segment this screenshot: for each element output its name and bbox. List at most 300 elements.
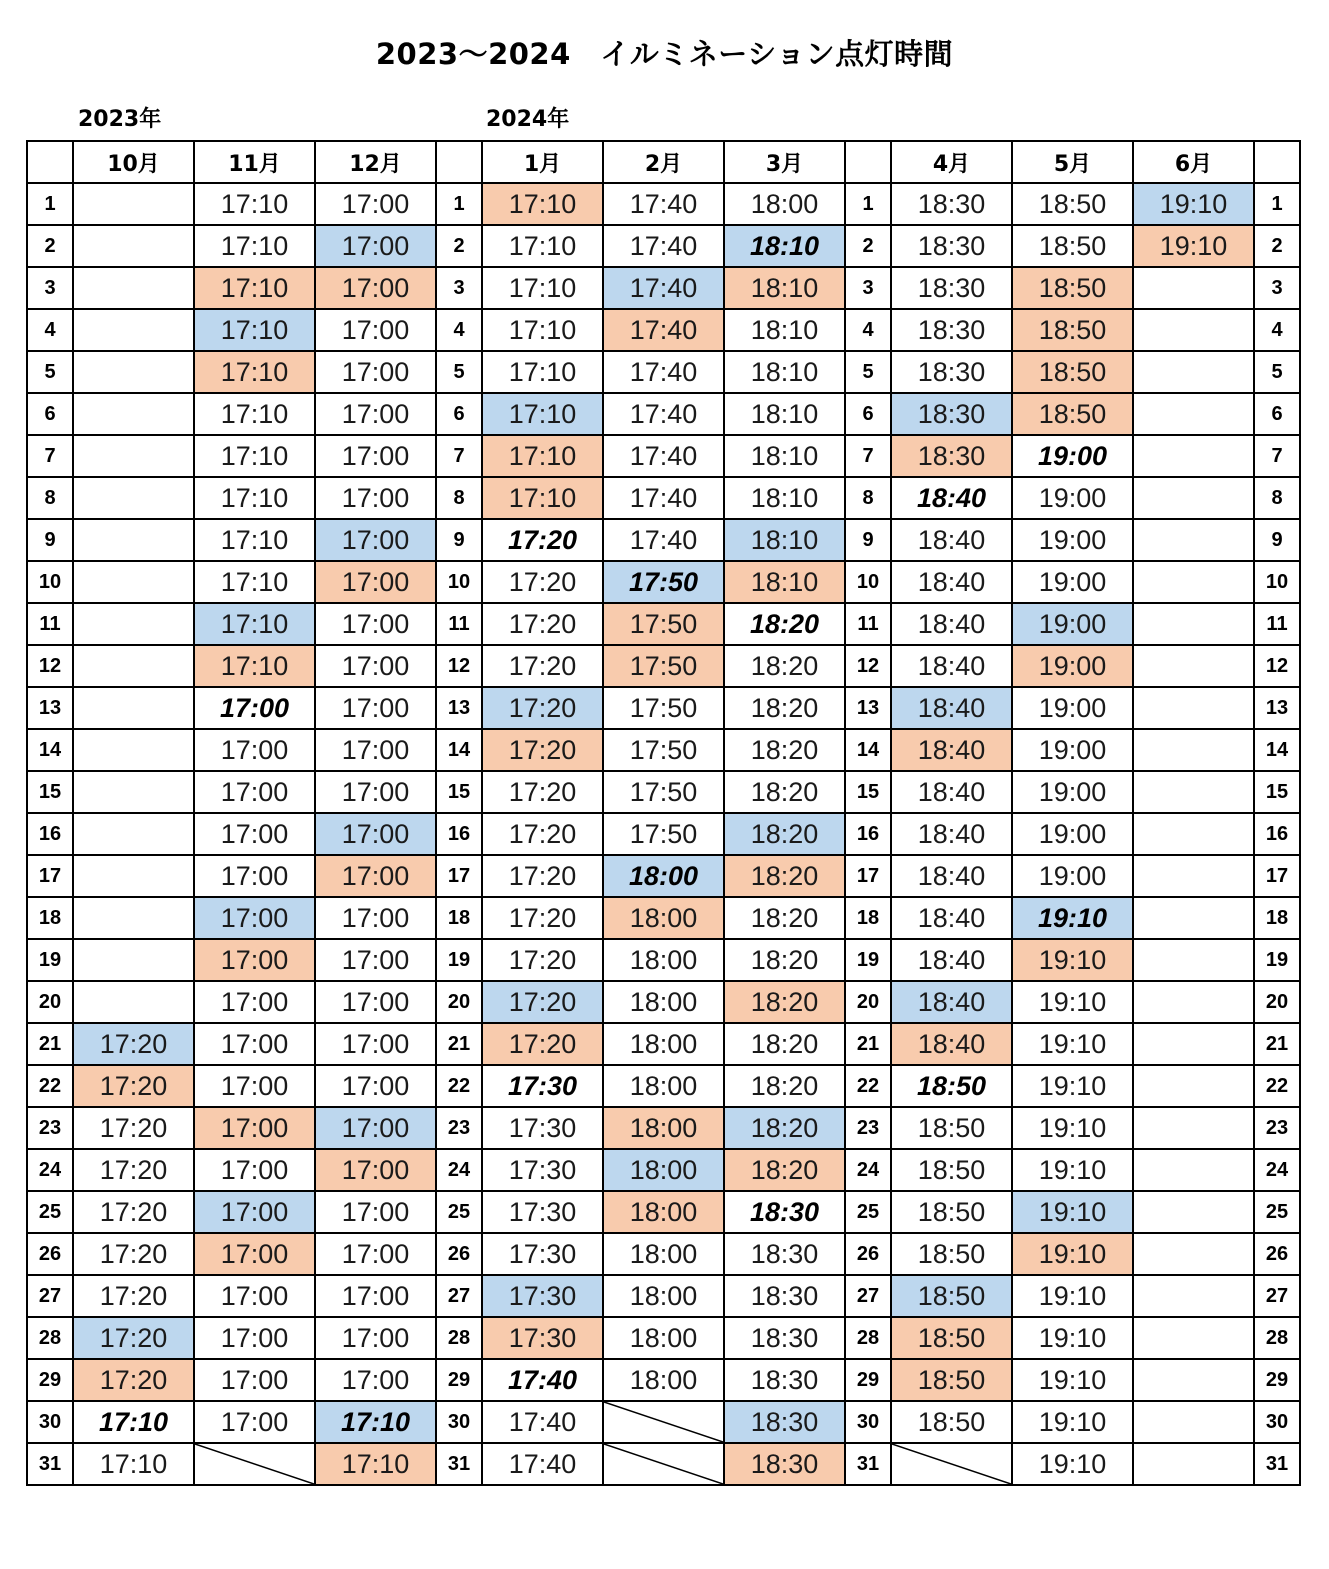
time-cell: 17:30 xyxy=(482,1149,603,1191)
day-number: 28 xyxy=(27,1317,73,1359)
time-cell: 17:00 xyxy=(315,939,436,981)
time-cell: 17:40 xyxy=(603,393,724,435)
time-cell: 18:50 xyxy=(1012,309,1133,351)
year-label-2023: 2023年 xyxy=(78,107,162,132)
day-number: 24 xyxy=(1254,1149,1300,1191)
month-header: 5月 xyxy=(1012,141,1133,183)
time-cell: 17:00 xyxy=(315,1317,436,1359)
time-cell: 17:00 xyxy=(315,1191,436,1233)
time-cell: 19:10 xyxy=(1012,1149,1133,1191)
time-cell: 18:20 xyxy=(724,729,845,771)
time-cell: 18:50 xyxy=(891,1065,1012,1107)
day-number: 6 xyxy=(1254,393,1300,435)
time-cell: 18:00 xyxy=(603,1023,724,1065)
time-cell: 17:00 xyxy=(315,645,436,687)
time-cell: 19:00 xyxy=(1012,603,1133,645)
month-header: 10月 xyxy=(73,141,194,183)
time-cell: 18:40 xyxy=(891,477,1012,519)
time-cell: 18:30 xyxy=(891,309,1012,351)
time-cell: 17:10 xyxy=(194,351,315,393)
month-header: 11月 xyxy=(194,141,315,183)
empty-cell xyxy=(73,771,194,813)
day-number: 23 xyxy=(27,1107,73,1149)
empty-cell xyxy=(1133,477,1254,519)
table-row xyxy=(27,1191,1300,1233)
day-number: 7 xyxy=(27,435,73,477)
time-cell: 18:30 xyxy=(724,1317,845,1359)
empty-cell xyxy=(1133,981,1254,1023)
day-number: 10 xyxy=(1254,561,1300,603)
table-row xyxy=(27,1107,1300,1149)
time-cell: 17:10 xyxy=(315,1443,436,1485)
time-cell: 18:30 xyxy=(724,1443,845,1485)
time-cell: 17:10 xyxy=(194,561,315,603)
time-cell: 19:00 xyxy=(1012,435,1133,477)
day-number: 25 xyxy=(1254,1191,1300,1233)
time-cell: 17:00 xyxy=(194,1107,315,1149)
empty-cell xyxy=(1133,1191,1254,1233)
time-cell: 17:40 xyxy=(603,435,724,477)
time-cell: 17:20 xyxy=(482,897,603,939)
day-number: 6 xyxy=(845,393,891,435)
time-cell: 17:10 xyxy=(482,309,603,351)
day-number: 29 xyxy=(27,1359,73,1401)
empty-cell xyxy=(1133,393,1254,435)
empty-cell xyxy=(1133,1443,1254,1485)
time-cell: 18:00 xyxy=(603,1065,724,1107)
day-number: 17 xyxy=(27,855,73,897)
day-number: 15 xyxy=(1254,771,1300,813)
empty-cell xyxy=(73,267,194,309)
day-number: 29 xyxy=(436,1359,482,1401)
empty-cell xyxy=(1133,1023,1254,1065)
time-cell: 18:50 xyxy=(891,1233,1012,1275)
empty-cell xyxy=(73,939,194,981)
day-number: 8 xyxy=(845,477,891,519)
time-cell: 17:50 xyxy=(603,645,724,687)
time-cell: 17:00 xyxy=(194,1275,315,1317)
time-cell: 17:00 xyxy=(194,939,315,981)
empty-cell xyxy=(1133,1359,1254,1401)
day-number: 7 xyxy=(845,435,891,477)
time-cell: 17:00 xyxy=(315,1359,436,1401)
time-cell: 17:00 xyxy=(315,1275,436,1317)
time-cell: 18:00 xyxy=(603,897,724,939)
day-number: 27 xyxy=(845,1275,891,1317)
time-cell: 17:10 xyxy=(194,225,315,267)
time-cell: 18:10 xyxy=(724,351,845,393)
table-row xyxy=(27,393,1300,435)
time-cell: 17:00 xyxy=(315,1023,436,1065)
time-cell: 17:00 xyxy=(315,981,436,1023)
day-number: 3 xyxy=(1254,267,1300,309)
day-number: 9 xyxy=(27,519,73,561)
month-header: 2月 xyxy=(603,141,724,183)
empty-cell xyxy=(1133,645,1254,687)
day-number: 3 xyxy=(845,267,891,309)
time-cell: 18:00 xyxy=(603,855,724,897)
day-number: 19 xyxy=(436,939,482,981)
day-number: 2 xyxy=(845,225,891,267)
empty-cell xyxy=(1133,1233,1254,1275)
time-cell: 17:00 xyxy=(315,477,436,519)
day-number: 17 xyxy=(845,855,891,897)
time-cell: 17:00 xyxy=(315,1107,436,1149)
table-row xyxy=(27,855,1300,897)
time-cell: 17:00 xyxy=(194,1023,315,1065)
day-number: 1 xyxy=(845,183,891,225)
empty-cell xyxy=(73,435,194,477)
month-header: 3月 xyxy=(724,141,845,183)
day-number: 14 xyxy=(27,729,73,771)
time-cell: 18:10 xyxy=(724,225,845,267)
time-cell: 17:20 xyxy=(73,1023,194,1065)
time-cell: 17:20 xyxy=(482,561,603,603)
time-cell: 18:20 xyxy=(724,687,845,729)
day-number: 15 xyxy=(27,771,73,813)
day-number: 30 xyxy=(1254,1401,1300,1443)
empty-cell xyxy=(1133,939,1254,981)
day-number: 19 xyxy=(1254,939,1300,981)
day-number: 28 xyxy=(1254,1317,1300,1359)
table-row xyxy=(27,1275,1300,1317)
day-number: 16 xyxy=(27,813,73,855)
time-cell: 19:00 xyxy=(1012,561,1133,603)
day-number: 22 xyxy=(27,1065,73,1107)
time-cell: 18:50 xyxy=(891,1275,1012,1317)
time-cell: 18:30 xyxy=(891,393,1012,435)
time-cell: 18:50 xyxy=(891,1401,1012,1443)
time-cell: 17:10 xyxy=(194,393,315,435)
time-cell: 18:50 xyxy=(891,1359,1012,1401)
time-cell: 17:30 xyxy=(482,1275,603,1317)
time-cell: 17:30 xyxy=(482,1317,603,1359)
day-number: 26 xyxy=(845,1233,891,1275)
time-cell: 17:20 xyxy=(482,855,603,897)
empty-cell xyxy=(1133,1149,1254,1191)
time-cell: 17:10 xyxy=(482,225,603,267)
time-cell: 18:20 xyxy=(724,771,845,813)
table-row xyxy=(27,1359,1300,1401)
time-cell: 17:10 xyxy=(194,309,315,351)
day-number: 3 xyxy=(27,267,73,309)
empty-cell xyxy=(73,687,194,729)
day-number: 28 xyxy=(436,1317,482,1359)
time-cell: 18:40 xyxy=(891,729,1012,771)
time-cell: 17:00 xyxy=(315,225,436,267)
time-cell: 18:30 xyxy=(891,267,1012,309)
day-number: 24 xyxy=(436,1149,482,1191)
time-cell: 17:00 xyxy=(194,1191,315,1233)
day-number: 17 xyxy=(436,855,482,897)
time-cell: 19:10 xyxy=(1012,1317,1133,1359)
time-cell: 18:30 xyxy=(891,351,1012,393)
time-cell: 18:40 xyxy=(891,771,1012,813)
time-cell: 18:50 xyxy=(1012,351,1133,393)
empty-cell xyxy=(73,981,194,1023)
day-number: 21 xyxy=(436,1023,482,1065)
time-cell: 17:20 xyxy=(73,1107,194,1149)
time-cell: 17:20 xyxy=(73,1317,194,1359)
no-date-cell xyxy=(603,1443,724,1485)
day-number: 12 xyxy=(27,645,73,687)
time-cell: 17:00 xyxy=(194,1233,315,1275)
no-date-cell xyxy=(194,1443,315,1485)
day-number: 26 xyxy=(1254,1233,1300,1275)
day-number: 18 xyxy=(27,897,73,939)
time-cell: 17:20 xyxy=(482,939,603,981)
table-row xyxy=(27,729,1300,771)
table-row xyxy=(27,1149,1300,1191)
day-number: 4 xyxy=(845,309,891,351)
day-number: 2 xyxy=(1254,225,1300,267)
table-row xyxy=(27,351,1300,393)
time-cell: 17:20 xyxy=(73,1275,194,1317)
table-row xyxy=(27,183,1300,225)
empty-cell xyxy=(73,855,194,897)
day-number: 1 xyxy=(27,183,73,225)
time-cell: 17:00 xyxy=(194,1359,315,1401)
time-cell: 17:30 xyxy=(482,1107,603,1149)
time-cell: 17:40 xyxy=(603,309,724,351)
time-cell: 17:40 xyxy=(603,519,724,561)
time-cell: 17:40 xyxy=(482,1443,603,1485)
time-cell: 17:40 xyxy=(603,477,724,519)
day-number: 6 xyxy=(436,393,482,435)
time-cell: 18:40 xyxy=(891,981,1012,1023)
day-number: 30 xyxy=(436,1401,482,1443)
time-cell: 18:50 xyxy=(1012,267,1133,309)
time-cell: 19:00 xyxy=(1012,645,1133,687)
time-cell: 17:00 xyxy=(315,267,436,309)
time-cell: 18:00 xyxy=(603,1233,724,1275)
time-cell: 17:10 xyxy=(315,1401,436,1443)
empty-cell xyxy=(1133,1107,1254,1149)
time-cell: 19:10 xyxy=(1012,1065,1133,1107)
empty-cell xyxy=(73,519,194,561)
table-row xyxy=(27,687,1300,729)
day-number: 27 xyxy=(27,1275,73,1317)
day-number: 13 xyxy=(436,687,482,729)
time-cell: 18:20 xyxy=(724,981,845,1023)
time-cell: 18:10 xyxy=(724,267,845,309)
time-cell: 17:00 xyxy=(194,855,315,897)
day-number: 5 xyxy=(27,351,73,393)
empty-cell xyxy=(1133,309,1254,351)
time-cell: 19:10 xyxy=(1012,1191,1133,1233)
day-number: 18 xyxy=(1254,897,1300,939)
time-cell: 19:10 xyxy=(1012,1275,1133,1317)
time-cell: 17:10 xyxy=(482,477,603,519)
time-cell: 17:00 xyxy=(315,687,436,729)
empty-cell xyxy=(73,645,194,687)
time-cell: 17:30 xyxy=(482,1065,603,1107)
time-cell: 17:40 xyxy=(482,1401,603,1443)
table-row xyxy=(27,435,1300,477)
time-cell: 17:00 xyxy=(315,771,436,813)
day-number: 30 xyxy=(27,1401,73,1443)
day-number: 15 xyxy=(436,771,482,813)
time-cell: 17:00 xyxy=(194,1317,315,1359)
empty-cell xyxy=(73,351,194,393)
empty-cell xyxy=(73,897,194,939)
time-cell: 18:40 xyxy=(891,603,1012,645)
day-number: 14 xyxy=(1254,729,1300,771)
empty-cell xyxy=(1133,267,1254,309)
day-number: 29 xyxy=(1254,1359,1300,1401)
time-cell: 17:10 xyxy=(194,645,315,687)
time-cell: 19:10 xyxy=(1012,939,1133,981)
day-number: 22 xyxy=(845,1065,891,1107)
time-cell: 18:10 xyxy=(724,477,845,519)
time-cell: 19:00 xyxy=(1012,519,1133,561)
time-cell: 17:20 xyxy=(482,1023,603,1065)
empty-cell xyxy=(73,309,194,351)
time-cell: 18:30 xyxy=(724,1359,845,1401)
table-row xyxy=(27,603,1300,645)
day-number: 31 xyxy=(27,1443,73,1485)
day-number: 22 xyxy=(436,1065,482,1107)
time-cell: 19:10 xyxy=(1012,1107,1133,1149)
time-cell: 18:20 xyxy=(724,1023,845,1065)
time-cell: 17:00 xyxy=(315,351,436,393)
empty-cell xyxy=(73,813,194,855)
empty-cell xyxy=(1133,1275,1254,1317)
time-cell: 18:50 xyxy=(891,1317,1012,1359)
time-cell: 19:10 xyxy=(1012,1401,1133,1443)
time-cell: 18:10 xyxy=(724,393,845,435)
time-cell: 19:10 xyxy=(1133,183,1254,225)
time-cell: 19:00 xyxy=(1012,855,1133,897)
day-number: 20 xyxy=(436,981,482,1023)
day-number: 26 xyxy=(436,1233,482,1275)
time-cell: 17:20 xyxy=(482,603,603,645)
day-number: 15 xyxy=(845,771,891,813)
day-number: 25 xyxy=(845,1191,891,1233)
day-number: 7 xyxy=(1254,435,1300,477)
day-number: 20 xyxy=(27,981,73,1023)
time-cell: 17:00 xyxy=(315,435,436,477)
day-number: 2 xyxy=(436,225,482,267)
time-cell: 18:10 xyxy=(724,309,845,351)
time-cell: 19:10 xyxy=(1133,225,1254,267)
empty-cell xyxy=(1133,603,1254,645)
table-row xyxy=(27,771,1300,813)
time-cell: 17:00 xyxy=(194,813,315,855)
day-number: 4 xyxy=(27,309,73,351)
time-cell: 17:10 xyxy=(482,267,603,309)
empty-cell xyxy=(1133,687,1254,729)
time-cell: 17:40 xyxy=(482,1359,603,1401)
time-cell: 17:30 xyxy=(482,1233,603,1275)
time-cell: 17:10 xyxy=(73,1443,194,1485)
time-cell: 17:10 xyxy=(194,435,315,477)
day-number: 16 xyxy=(845,813,891,855)
empty-cell xyxy=(1133,729,1254,771)
table-row xyxy=(27,1065,1300,1107)
empty-cell xyxy=(1133,561,1254,603)
time-cell: 17:20 xyxy=(73,1065,194,1107)
day-number: 13 xyxy=(27,687,73,729)
day-number: 25 xyxy=(27,1191,73,1233)
day-number: 17 xyxy=(1254,855,1300,897)
time-cell: 19:00 xyxy=(1012,813,1133,855)
time-cell: 17:00 xyxy=(194,687,315,729)
day-number: 20 xyxy=(845,981,891,1023)
time-cell: 18:30 xyxy=(891,183,1012,225)
table-row xyxy=(27,561,1300,603)
time-cell: 18:20 xyxy=(724,897,845,939)
time-cell: 18:40 xyxy=(891,687,1012,729)
time-cell: 17:50 xyxy=(603,771,724,813)
time-cell: 17:10 xyxy=(73,1401,194,1443)
time-cell: 18:00 xyxy=(603,981,724,1023)
day-number: 5 xyxy=(845,351,891,393)
time-cell: 18:20 xyxy=(724,939,845,981)
time-cell: 18:50 xyxy=(1012,393,1133,435)
time-cell: 18:20 xyxy=(724,1149,845,1191)
table-row xyxy=(27,813,1300,855)
day-number: 21 xyxy=(1254,1023,1300,1065)
page-title: 2023～2024 イルミネーション点灯時間 xyxy=(375,37,954,71)
time-cell: 18:10 xyxy=(724,519,845,561)
time-cell: 17:20 xyxy=(482,729,603,771)
time-cell: 17:00 xyxy=(315,561,436,603)
empty-cell xyxy=(1133,1401,1254,1443)
time-cell: 18:30 xyxy=(724,1233,845,1275)
time-cell: 17:40 xyxy=(603,225,724,267)
time-cell: 17:50 xyxy=(603,561,724,603)
table-row xyxy=(27,897,1300,939)
day-header-blank xyxy=(436,141,482,183)
time-cell: 18:30 xyxy=(724,1401,845,1443)
time-cell: 17:50 xyxy=(603,687,724,729)
day-number: 10 xyxy=(845,561,891,603)
time-cell: 19:00 xyxy=(1012,477,1133,519)
time-cell: 17:20 xyxy=(482,813,603,855)
empty-cell xyxy=(1133,855,1254,897)
month-header: 12月 xyxy=(315,141,436,183)
table-row xyxy=(27,1233,1300,1275)
day-number: 11 xyxy=(845,603,891,645)
time-cell: 17:30 xyxy=(482,1191,603,1233)
time-cell: 19:10 xyxy=(1012,897,1133,939)
time-cell: 18:50 xyxy=(891,1107,1012,1149)
time-cell: 18:40 xyxy=(891,645,1012,687)
table-row xyxy=(27,477,1300,519)
day-header-blank xyxy=(845,141,891,183)
day-header-blank xyxy=(1254,141,1300,183)
time-cell: 18:40 xyxy=(891,855,1012,897)
time-cell: 18:20 xyxy=(724,603,845,645)
illumination-schedule-table xyxy=(26,140,1301,1486)
year-label-2024: 2024年 xyxy=(486,107,570,132)
time-cell: 17:40 xyxy=(603,351,724,393)
day-number: 14 xyxy=(436,729,482,771)
time-cell: 17:20 xyxy=(482,645,603,687)
day-number: 3 xyxy=(436,267,482,309)
day-number: 10 xyxy=(436,561,482,603)
time-cell: 18:00 xyxy=(603,1359,724,1401)
day-number: 27 xyxy=(436,1275,482,1317)
day-number: 6 xyxy=(27,393,73,435)
time-cell: 18:10 xyxy=(724,561,845,603)
time-cell: 17:10 xyxy=(194,603,315,645)
time-cell: 17:10 xyxy=(482,183,603,225)
time-cell: 18:00 xyxy=(603,1317,724,1359)
day-number: 4 xyxy=(436,309,482,351)
day-number: 31 xyxy=(845,1443,891,1485)
